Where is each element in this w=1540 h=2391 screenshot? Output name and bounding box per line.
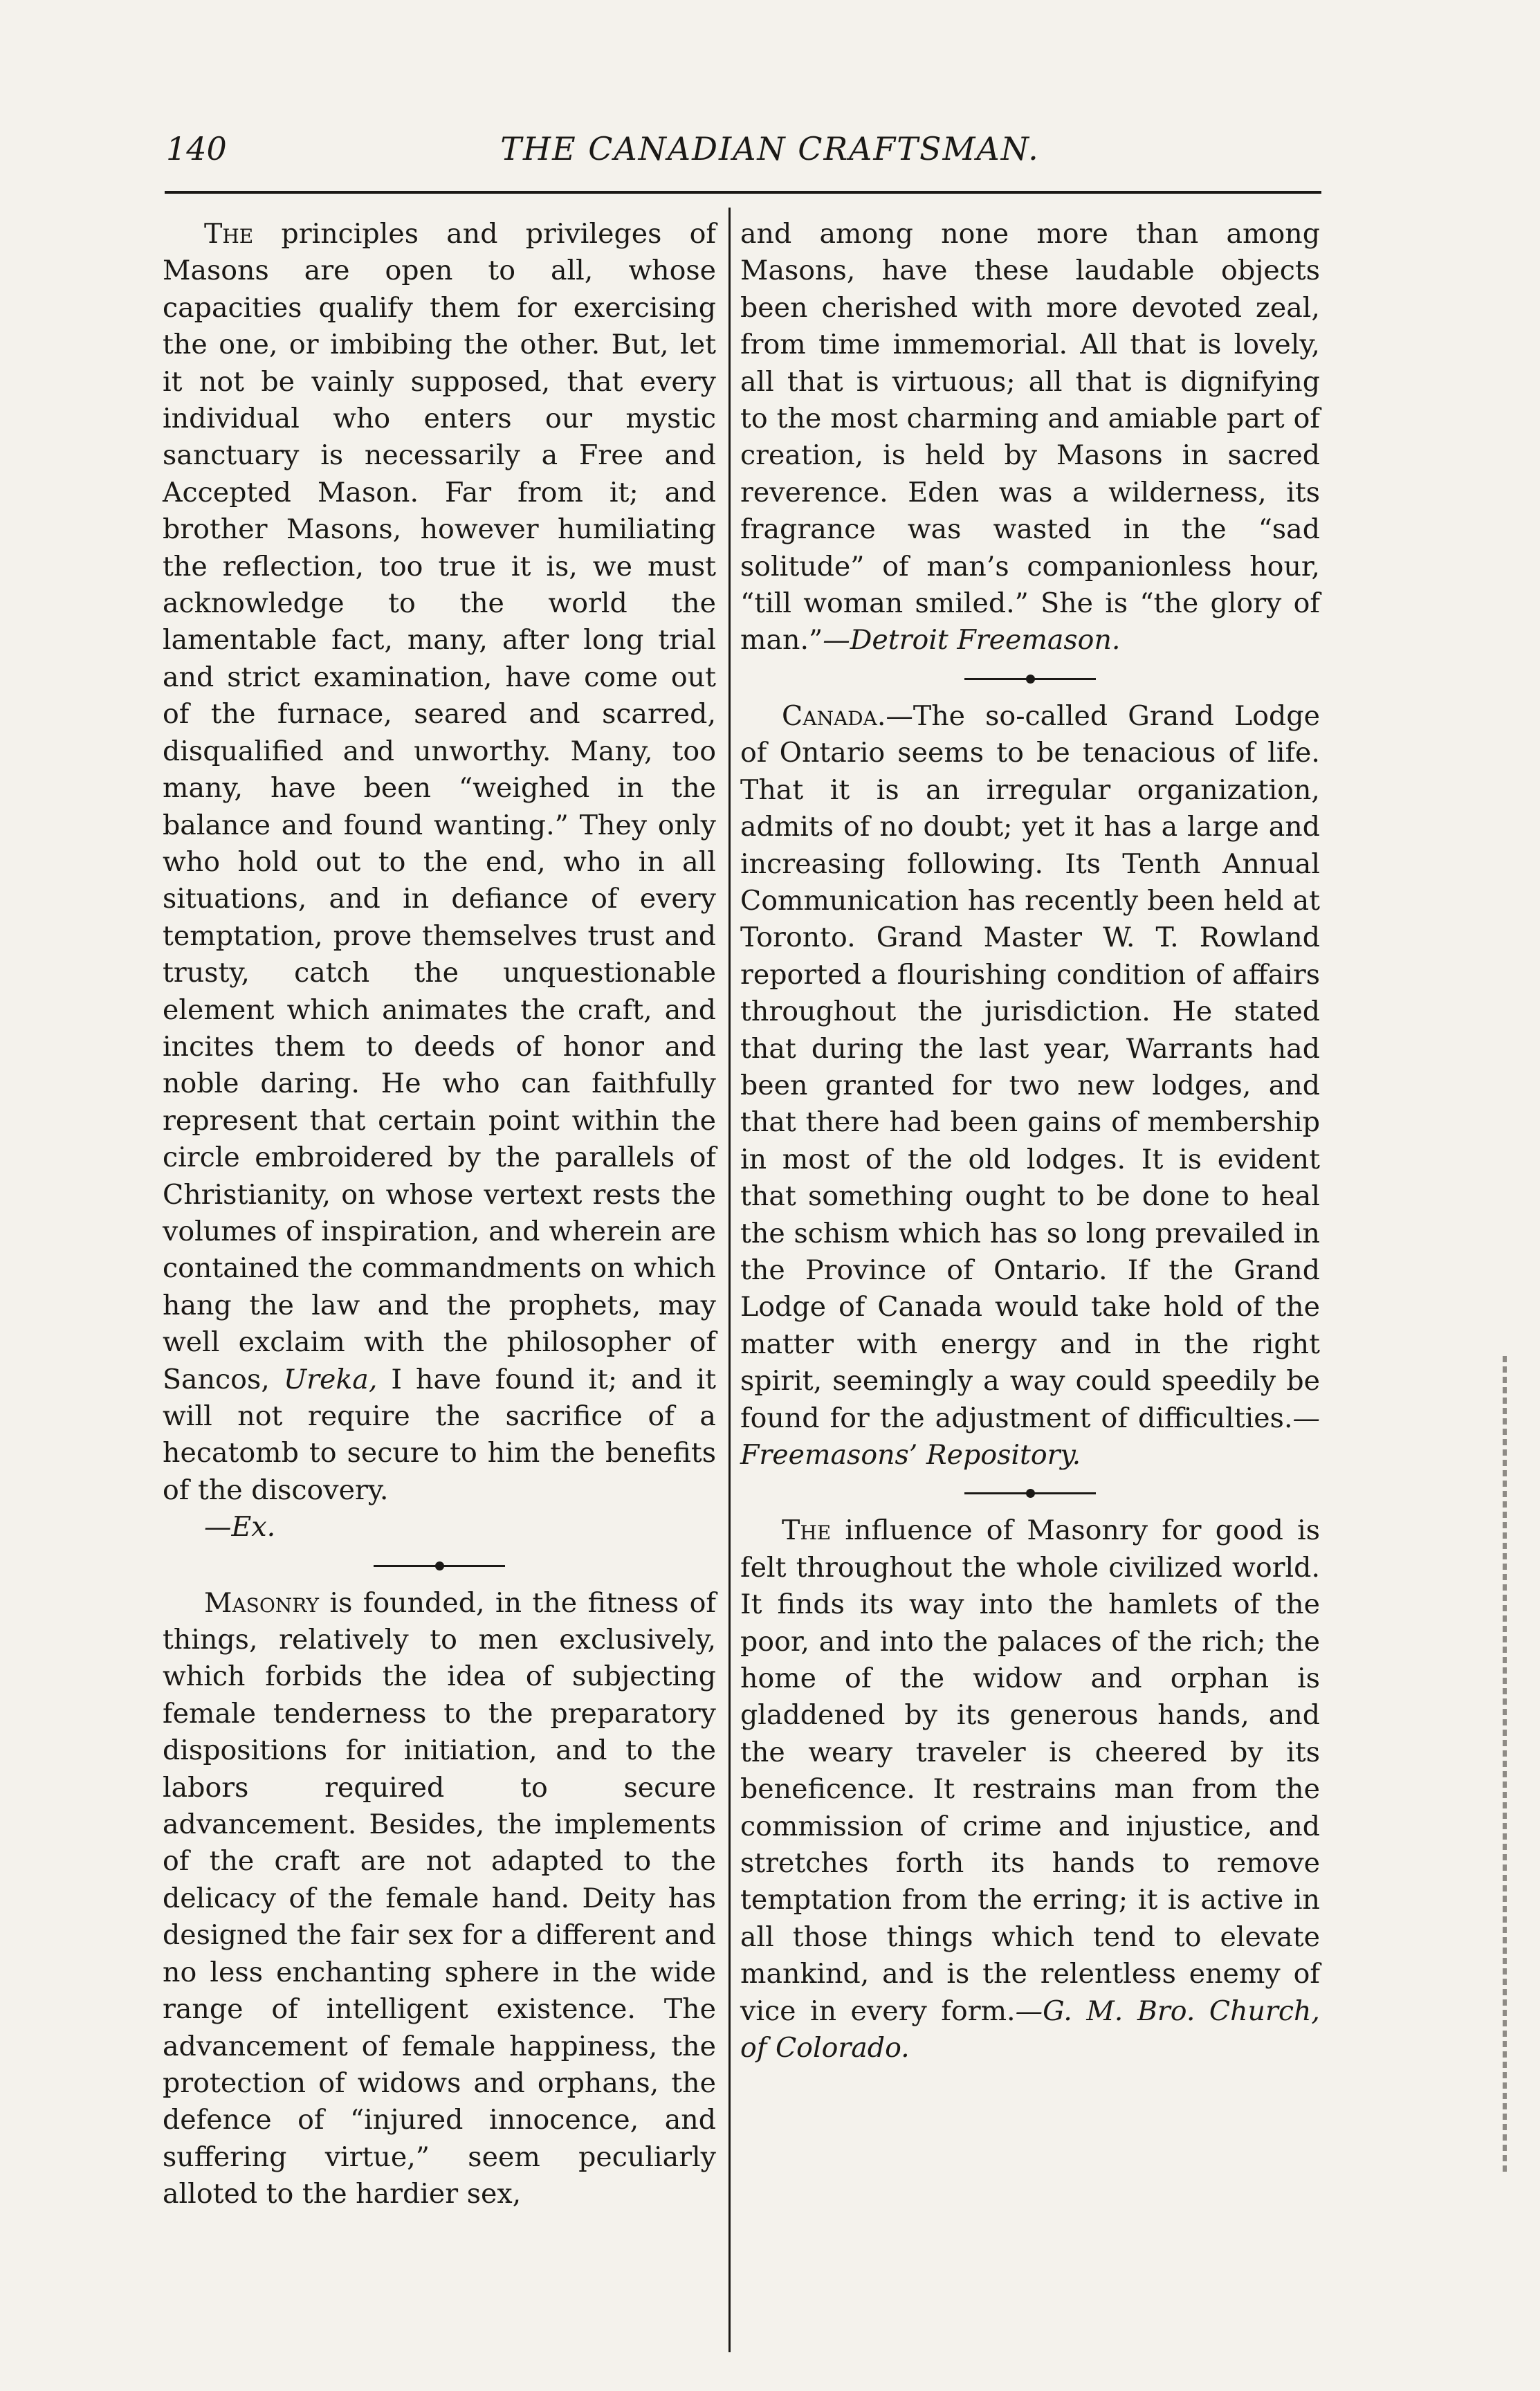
page-edge-scan-mark (1503, 1356, 1507, 2172)
article-body: influence of Masonry for good is felt throughout the whole civilized world. It finds its way into the hamlets of the poor, and into the palaces of the rich; the home of the widow and orphan is gladdened by its generous hands, and the weary traveler is cheered by its beneficence. It restrains man from the commission of crime and injustice, and stretches forth its hands to remove temptation from the erring; it is active in all those things which tend to elevate mankind, and is the relentless enemy of vice in every form. (740, 1514, 1320, 2027)
article-source: —G. M. Bro. Church, of Colorado. (740, 1995, 1320, 2064)
article-canada (740, 698, 1320, 1474)
article-source: —Ex. (204, 1511, 276, 1543)
article-source: —Freemasons’ Repository. (740, 1402, 1320, 1471)
page-number: 140 (166, 130, 227, 167)
article-body: —The so-called Grand Lodge of Ontario seems to be tenacious of life. That it is an irregular organization, admits of no doubt; yet it has a large and increasing following. Its Tenth Annual Communication has recently been held at Toronto. Grand Master W. T. Rowland reported a flourishing condition of affairs throughout the jurisdiction. He stated that during the last year, Warrants had been granted for two new lodges, and that there had been gains of membership in most of the old lodges. It is evident that something ought to be done to heal the schism which has so long prevailed in the Province of Ontario. If the Grand Lodge of Canada would take hold of the matter with energy and in the right spirit, seemingly a way could speedily be found for the adjustment of difficulties. (740, 699, 1320, 1434)
article-masonry (163, 1585, 716, 2213)
article-principles (163, 216, 716, 1546)
article-body: and among none more than among Masons, have these laudable objects been cherished with more devoted zeal, from time immemorial. All that is lovely, all that is virtuous; all that is dignifying to the most charming and amiable part of creation, is held by Masons in sacred reverence. Eden was a wilderness, its fragrance was wasted in the “sad solitude” of man’s companionless hour, “till woman smiled.” She is “the glory of man.” (740, 218, 1320, 657)
separator-ornament (740, 1474, 1320, 1512)
header-rule (165, 191, 1321, 194)
article-lead: Canada. (782, 699, 886, 732)
article-lead: The (782, 1514, 832, 1547)
article-continued (740, 216, 1320, 659)
left-column (163, 216, 716, 2213)
article-lead: The (204, 218, 254, 250)
running-head: THE CANADIAN CRAFTSMAN. (500, 130, 1040, 167)
separator-ornament (163, 1546, 716, 1585)
article-influence (740, 1512, 1320, 2067)
article-body-end: I have found it; and it will not require the sacrifice of a hecatomb to secure to him the benefits of the discovery. (163, 1363, 716, 1506)
article-italic: Ureka, (283, 1363, 378, 1395)
separator-ornament (740, 659, 1320, 698)
article-lead: Masonry (204, 1586, 320, 1619)
column-divider (728, 208, 731, 2352)
right-column (740, 216, 1320, 2067)
article-body: is founded, in the fitness of things, relatively to men exclusively, which forbids the idea of subjecting female tenderness to the preparatory dispositions for initiation, and to the labors required to secure advancement. Besides, the implements of the craft are not adapted to the delicacy of the female hand. Deity has designed the fair sex for a different and no less enchanting sphere in the wide range of intelligent existence. The advancement of female happiness, the protection of widows and orphans, the defence of “injured innocence, and suffering virtue,” seem peculiarly alloted to the hardier sex, (163, 1586, 716, 2210)
article-body: principles and privileges of Masons are open to all, whose capacities qualify them for exercising the one, or imbibing the other. But, let it not be vainly supposed, that every individual who enters our mystic sanctuary is necessarily a Free and Accepted Mason. Far from it; and brother Masons, however humiliating the reflection, too true it is, we must acknowledge to the world the lamentable fact, many, after long trial and strict examination, have come out of the furnace, seared and scarred, disqualified and unworthy. Many, too many, have been “weighed in the balance and found wanting.” They only who hold out to the end, who in all situations, and in defiance of every temptation, prove themselves trust and trusty, catch the unquestionable element which animates the craft, and incites them to deeds of honor and noble daring. He who can faithfully represent that certain point within the circle embroidered by the parallels of Christianity, on whose vertext rests the volumes of inspiration, and wherein are contained the commandments on which hang the law and the prophets, may well exclaim with the philosopher of Sancos, (163, 218, 716, 1395)
article-source: —Detroit Freemason. (823, 624, 1121, 657)
